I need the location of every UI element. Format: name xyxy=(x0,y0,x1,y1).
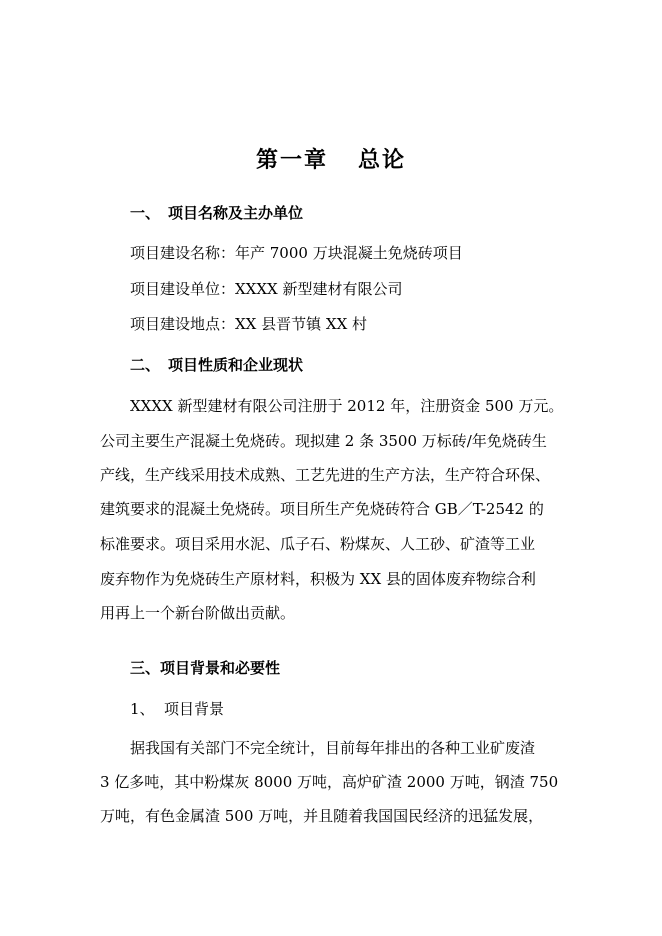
section-3-heading: 三、项目背景和必要性 xyxy=(130,659,281,677)
section-1-heading xyxy=(130,202,303,223)
section-2-line-4: 建筑要求的混凝土免烧砖。项目所生产免烧砖符合 GB／T-2542 的 xyxy=(100,500,544,518)
section-2-line-6: 废弃物作为免烧砖生产原材料，积极为 XX 县的固体废弃物综合利 xyxy=(100,570,536,588)
chapter-title xyxy=(0,143,662,174)
chapter-name: 总论 xyxy=(358,147,407,173)
section-2-title: 项目性质和企业现状 xyxy=(168,356,304,374)
section-3-line-2: 3 亿多吨，其中粉煤灰 8000 万吨，高炉矿渣 2000 万吨，钢渣 750 xyxy=(100,773,559,791)
section-2-line-3: 产线，生产线采用技术成熟、工艺先进的生产方法，生产符合环保、 xyxy=(100,466,551,484)
section-2-line-2: 公司主要生产混凝土免烧砖。现拟建 2 条 3500 万标砖/年免烧砖生 xyxy=(100,432,547,450)
section-3-line-3: 万吨，有色金属渣 500 万吨，并且随着我国国民经济的迅猛发展， xyxy=(100,807,544,825)
subsection-1-title: 项目背景 xyxy=(164,700,225,718)
section-1-number: 一、 xyxy=(130,204,161,222)
project-unit-line: 项目建设单位：XXXX 新型建材有限公司 xyxy=(130,280,403,298)
section-1-title: 项目名称及主办单位 xyxy=(168,204,304,222)
project-location-line: 项目建设地点：XX 县晋节镇 XX 村 xyxy=(130,315,368,333)
subsection-1-heading xyxy=(130,698,224,719)
chapter-number: 第一章 xyxy=(255,147,328,173)
section-2-line-1: XXXX 新型建材有限公司注册于 2012 年，注册资金 500 万元。 xyxy=(130,397,564,415)
section-2-line-5: 标准要求。项目采用水泥、瓜子石、粉煤灰、人工砂、矿渣等工业 xyxy=(100,535,536,553)
subsection-1-number: 1、 xyxy=(130,700,155,718)
project-name-line: 项目建设名称：年产 7000 万块混凝土免烧砖项目 xyxy=(130,244,463,262)
section-3-line-1: 据我国有关部门不完全统计，目前每年排出的各种工业矿废渣 xyxy=(130,739,536,757)
section-2-heading xyxy=(130,354,303,375)
section-2-number: 二、 xyxy=(130,356,161,374)
section-2-line-7: 用再上一个新台阶做出贡献。 xyxy=(100,604,296,622)
